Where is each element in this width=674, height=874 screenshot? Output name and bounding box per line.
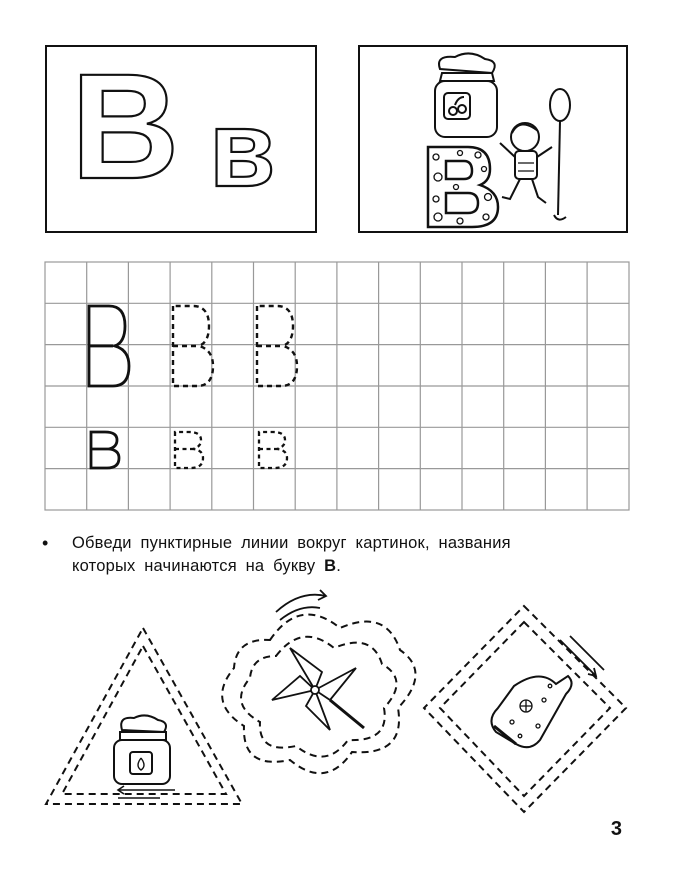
picture-box [358, 45, 628, 233]
lowercase-letter: в [209, 88, 276, 209]
decorated-letter-icon [428, 147, 498, 227]
down-right-arrow-icon [560, 636, 604, 676]
upper-sample-dashed [257, 306, 297, 386]
jar-icon [114, 715, 170, 784]
instruction-letter: В [324, 557, 337, 575]
instruction-line-1: Обведи пунктирные линии вокруг картинок, названия [72, 534, 511, 552]
arc-arrow-icon [276, 590, 326, 620]
instruction-line-2-end: . [336, 557, 342, 575]
bullet: • [42, 533, 49, 553]
page-number: 3 [610, 818, 622, 840]
mitten-icon [491, 676, 571, 747]
diamond-mitten-trace [424, 606, 626, 812]
instruction-line-2 [72, 555, 341, 578]
illustration [360, 47, 626, 231]
grid-lines [45, 262, 631, 512]
lower-sample-solid [91, 432, 119, 468]
letters-box [45, 42, 317, 233]
upper-sample-dashed [173, 306, 213, 386]
jar-icon [435, 53, 497, 137]
flower-pinwheel-trace [222, 590, 415, 773]
instruction-line-2-text: которых начинаются на букву [72, 557, 316, 575]
pinwheel-icon [272, 648, 364, 730]
uppercase-letter: В [71, 42, 180, 210]
upper-sample-solid [89, 306, 129, 386]
boy-with-spoon-icon [500, 89, 570, 220]
lower-sample-dashed [175, 432, 203, 468]
left-arrow-icon [118, 786, 175, 798]
triangle-jar-trace [46, 628, 242, 804]
lower-sample-dashed [259, 432, 287, 468]
